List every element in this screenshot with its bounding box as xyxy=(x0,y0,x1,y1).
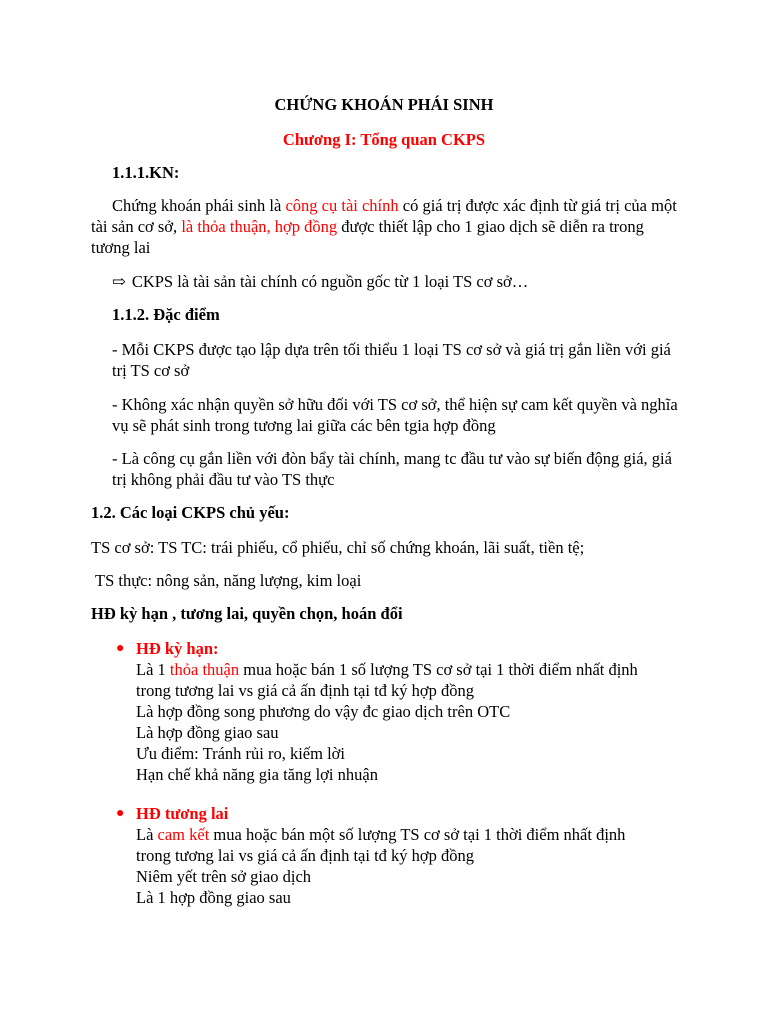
definition-text-1: Chứng khoán phái sinh là xyxy=(112,196,286,215)
underlying-assets-financial: TS cơ sở: TS TC: trái phiếu, cổ phiếu, chỉ số chứng khoán, lãi suất, tiền tệ; xyxy=(91,538,585,557)
forward-contract-line-2: trong tương lai vs giá cả ấn định tại tđ ký hợp đồng xyxy=(136,681,475,700)
document-title: CHỨNG KHOÁN PHÁI SINH xyxy=(274,95,494,114)
futures-contract-line-4: Là 1 hợp đồng giao sau xyxy=(136,888,291,907)
futures-contract-heading: HĐ tương lai xyxy=(136,804,229,823)
forward-contract-line-5: Ưu điểm: Tránh rủi ro, kiếm lời xyxy=(136,744,345,763)
characteristic-2: - Không xác nhận quyền sở hữu đối với TS cơ sở, thể hiện sự cam kết quyền và nghĩa vụ sẽ phát sinh trong tương lai giữa các bên tgia hợp đồng xyxy=(112,395,678,435)
forward-contract-line-6: Hạn chế khả năng gia tăng lợi nhuận xyxy=(136,765,378,784)
characteristic-1: - Mỗi CKPS được tạo lập dựa trên tối thiểu 1 loại TS cơ sở và giá trị gắn liền với giá trị TS cơ sở xyxy=(112,340,671,380)
futures-line-1-text: Là xyxy=(136,825,158,844)
bullet-icon: ● xyxy=(116,641,125,656)
futures-contract-line-1 xyxy=(136,824,696,845)
definition-highlight-2: là thỏa thuận, hợp đồng xyxy=(181,217,338,236)
futures-contract-line-2: trong tương lai vs giá cả ấn định tại tđ ký hợp đồng xyxy=(136,846,475,865)
underlying-assets-real: TS thực: nông sản, năng lượng, kim loại xyxy=(95,571,362,590)
bullet-icon: ● xyxy=(116,806,125,821)
chapter-heading: Chương I: Tổng quan CKPS xyxy=(282,130,486,149)
characteristic-3: - Là công cụ gắn liền với đòn bẩy tài chính, mang tc đầu tư vào sự biến động giá, giá trị không phải đầu tư vào TS thực xyxy=(112,449,672,489)
forward-line-1-highlight: thỏa thuận xyxy=(169,660,240,679)
futures-contract-line-3: Niêm yết trên sở giao dịch xyxy=(136,867,312,886)
section-heading-1-1-1: 1.1.1.KN: xyxy=(112,163,180,182)
section-heading-1-1-2: 1.1.2. Đặc điểm xyxy=(112,305,220,324)
section-heading-1-2: 1.2. Các loại CKPS chủ yếu: xyxy=(91,503,290,522)
forward-contract-block xyxy=(136,638,696,785)
definition-paragraph xyxy=(91,195,681,258)
definition-text-3: được thiết lập cho 1 giao dịch sẽ diễn ra trong tương lai xyxy=(91,217,644,257)
forward-contract-line-1 xyxy=(136,659,696,680)
futures-line-1-highlight: cam kết xyxy=(157,825,210,844)
conclusion-text: CKPS là tài sản tài chính có nguồn gốc từ 1 loại TS cơ sở… xyxy=(131,272,529,291)
futures-contract-block xyxy=(136,803,696,908)
definition-highlight-1: công cụ tài chính xyxy=(285,196,399,215)
futures-line-1-text-end: mua hoặc bán một số lượng TS cơ sở tại 1 thời điểm nhất định xyxy=(209,825,626,844)
forward-contract-line-3: Là hợp đồng song phương do vậy đc giao dịch trên OTC xyxy=(136,702,511,721)
forward-contract-heading: HĐ kỳ hạn: xyxy=(136,639,219,658)
forward-line-1-text-end: mua hoặc bán 1 số lượng TS cơ sở tại 1 thời điểm nhất định xyxy=(239,660,638,679)
forward-contract-line-4: Là hợp đồng giao sau xyxy=(136,723,279,742)
definition-text-2: có giá trị được xác định từ giá trị của một tài sản cơ sở, xyxy=(91,196,677,236)
contract-types-heading: HĐ kỳ hạn , tương lai, quyền chọn, hoán đổi xyxy=(91,604,403,623)
conclusion-line xyxy=(112,271,687,292)
arrow-right-icon: ⇨ xyxy=(112,272,126,291)
forward-line-1-text: Là 1 xyxy=(136,660,170,679)
